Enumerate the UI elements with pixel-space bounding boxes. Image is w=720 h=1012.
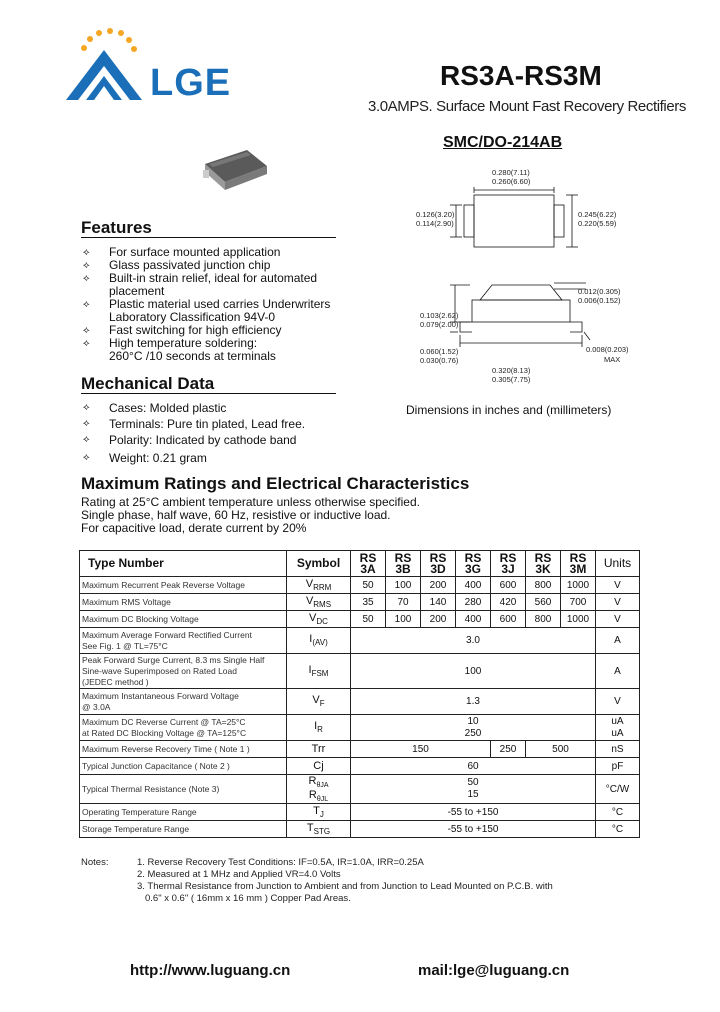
list-item: ⟡ Polarity: Indicated by cathode band [83, 433, 297, 447]
desc-line: Peak Forward Surge Current, 8.3 ms Single Half [82, 654, 265, 665]
list-item: ⟡ Weight: 0.21 gram [83, 451, 207, 465]
dim-height-1: 0.103(2.62) [420, 311, 459, 320]
symbol-main: V [305, 594, 314, 607]
param-unit [596, 611, 640, 628]
param-value [526, 741, 596, 758]
notes [81, 857, 641, 905]
param-value [421, 611, 456, 628]
param-value [351, 715, 596, 741]
value-text: 10 [467, 715, 479, 727]
note-line: 2. Measured at 1 MHz and Applied VR=4.0 Volts [137, 869, 341, 880]
value-text: -55 to +150 [447, 823, 499, 835]
param-value [491, 577, 526, 594]
dim-lead-h-2: 0.030(0.76) [420, 356, 459, 365]
logo [62, 28, 152, 104]
unit-text: °C [611, 806, 624, 818]
diamond-bullet-icon: ⟡ [83, 299, 90, 310]
desc-line: Maximum Reverse Recovery Time ( Note 1 ) [82, 743, 250, 754]
header-symbol [287, 551, 351, 577]
part-suffix: 3K [535, 561, 551, 576]
list-item: ⟡ Cases: Molded plastic [83, 401, 227, 415]
value-text: 560 [534, 596, 552, 608]
value-text: 400 [464, 579, 482, 591]
param-value [351, 804, 596, 821]
features-list [81, 246, 371, 363]
table-row [80, 654, 640, 689]
part-prefix: RS [464, 550, 482, 565]
dim-bottom-len-2: 0.305(7.75) [492, 375, 531, 384]
symbol-main: V [309, 611, 317, 624]
header-part [526, 551, 561, 577]
part-prefix: RS [359, 550, 377, 565]
param-value [561, 611, 596, 628]
list-item: ⟡ Built-in strain relief, ideal for automated placement [83, 271, 318, 298]
param-symbol [287, 577, 351, 594]
diamond-bullet-icon: ⟡ [83, 325, 90, 336]
param-value [351, 594, 386, 611]
unit-text: uA [611, 727, 624, 739]
symbol-main: I [308, 663, 312, 676]
table-row [80, 804, 640, 821]
unit-text: V [614, 613, 621, 625]
table-row [80, 775, 640, 804]
symbol-main: Cj [313, 760, 324, 772]
param-value [526, 577, 561, 594]
dimension-drawing [410, 165, 650, 395]
diamond-bullet-icon: ⟡ [83, 402, 90, 413]
diamond-bullet-icon: ⟡ [83, 273, 90, 284]
value-text: 35 [362, 596, 374, 608]
value-text: 800 [534, 579, 552, 591]
part-suffix: 3J [501, 561, 515, 576]
dim-right-w-1: 0.245(6.22) [578, 210, 617, 219]
param-description [80, 628, 287, 654]
param-value [491, 611, 526, 628]
param-symbol [287, 611, 351, 628]
value-text: 200 [429, 613, 447, 625]
value-text: 60 [467, 760, 479, 772]
part-prefix: RS [429, 550, 447, 565]
param-unit [596, 594, 640, 611]
table-header-row [80, 551, 640, 577]
param-unit [596, 715, 640, 741]
param-value [456, 577, 491, 594]
dim-lead-tip-2: MAX [604, 355, 621, 364]
symbol-main: T [313, 805, 320, 818]
symbol-sub: θJL [316, 796, 329, 804]
symbol-sub: FSM [311, 669, 329, 679]
value-text: 1000 [566, 613, 590, 625]
param-value [351, 654, 596, 689]
param-unit [596, 775, 640, 804]
symbol-sub: STG [313, 827, 331, 837]
param-value [421, 577, 456, 594]
desc-line: Maximum DC Blocking Voltage [82, 613, 199, 624]
param-value [421, 594, 456, 611]
list-item: ⟡ Terminals: Pure tin plated, Lead free. [83, 417, 306, 431]
param-value [351, 577, 386, 594]
param-symbol [287, 775, 351, 804]
value-text: 140 [429, 596, 447, 608]
param-value [351, 741, 491, 758]
param-value [386, 611, 421, 628]
ratings-conditions: Rating at 25°C ambient temperature unless otherwise specified. Single phase, half wave, 60 Hz, resistive or inductive load. For capacitive load, derate current by 20% [81, 495, 420, 535]
desc-line: Storage Temperature Range [82, 823, 190, 834]
param-symbol [287, 654, 351, 689]
value-text: 1.3 [466, 696, 480, 707]
desc-line: Typical Thermal Resistance (Note 3) [82, 783, 220, 794]
symbol-main: I [314, 720, 318, 733]
symbol-main: T [306, 822, 314, 835]
desc-line: Maximum Instantaneous Forward Voltage [82, 690, 239, 701]
desc-line: Maximum RMS Voltage [82, 596, 171, 607]
symbol-sub: RMS [313, 600, 332, 610]
header-type-label: Type Number [88, 556, 164, 570]
param-unit [596, 654, 640, 689]
symbol-main: Trr [311, 743, 326, 755]
param-value [351, 758, 596, 775]
table-row [80, 611, 640, 628]
list-item: ⟡ Plastic material used carries Underwriters Laboratory Classification 94V-0 [83, 297, 331, 324]
diamond-bullet-icon: ⟡ [83, 260, 90, 271]
value-text: 250 [499, 743, 517, 755]
part-suffix: 3G [464, 561, 481, 576]
desc-line: Typical Junction Capacitance ( Note 2 ) [82, 760, 230, 771]
param-value [491, 594, 526, 611]
value-text: 700 [569, 596, 587, 608]
param-symbol [287, 741, 351, 758]
param-unit [596, 628, 640, 654]
param-description [80, 775, 287, 804]
part-prefix: RS [569, 550, 587, 565]
param-description [80, 577, 287, 594]
diamond-bullet-icon: ⟡ [83, 434, 90, 445]
logo-text: LGE [150, 62, 232, 104]
unit-text: uA [611, 715, 624, 727]
mechanical-heading: Mechanical Data [81, 374, 215, 393]
dimension-caption: Dimensions in inches and (millimeters) [406, 403, 612, 417]
part-suffix: 3B [395, 561, 411, 576]
param-value [351, 821, 596, 838]
page-title: RS3A-RS3M [440, 60, 602, 91]
table-row [80, 628, 640, 654]
desc-line: Maximum Recurrent Peak Reverse Voltage [82, 579, 245, 590]
value-text: 100 [394, 579, 412, 591]
param-value [491, 741, 526, 758]
desc-line: Maximum Average Forward Rectified Current [82, 629, 252, 640]
desc-line: Maximum DC Reverse Current @ TA=25°C [82, 716, 246, 727]
header-part [351, 551, 386, 577]
value-text: 600 [499, 579, 517, 591]
part-prefix: RS [394, 550, 412, 565]
header-type [80, 551, 287, 577]
header-part [491, 551, 526, 577]
part-suffix: 3A [360, 561, 376, 576]
features-heading: Features [81, 218, 152, 237]
value-text: 50 [467, 777, 479, 789]
note-line: 0.6" x 0.6" ( 16mm x 16 mm ) Copper Pad Areas. [145, 893, 351, 904]
ratings-table [79, 550, 640, 838]
symbol-sub: F [319, 699, 325, 709]
param-symbol [287, 804, 351, 821]
param-symbol [287, 715, 351, 741]
param-symbol [287, 594, 351, 611]
desc-line: (JEDEC method ) [82, 676, 149, 687]
param-description [80, 758, 287, 775]
list-item: ⟡ Fast switching for high efficiency [83, 323, 282, 337]
header-part [456, 551, 491, 577]
value-text: 280 [464, 596, 482, 608]
param-unit [596, 741, 640, 758]
dim-top-len-2: 0.260(6.60) [492, 177, 531, 186]
part-suffix: 3D [430, 561, 446, 576]
header-units [596, 551, 640, 577]
param-symbol [287, 758, 351, 775]
param-unit [596, 577, 640, 594]
list-item: ⟡ High temperature soldering: 260°C /10 seconds at terminals [83, 336, 276, 363]
symbol-main: V [312, 694, 320, 707]
param-description [80, 741, 287, 758]
value-text: 50 [362, 613, 374, 625]
logo-mark-icon [62, 28, 152, 104]
value-text: -55 to +150 [447, 806, 499, 818]
list-item: ⟡ For surface mounted application [83, 245, 281, 259]
value-text: 15 [467, 789, 479, 801]
dim-top-t-1: 0.012(0.305) [578, 287, 621, 296]
product-image [195, 136, 275, 196]
param-unit [596, 821, 640, 838]
table-row [80, 594, 640, 611]
value-text: 50 [362, 579, 374, 591]
unit-text: A [614, 665, 621, 677]
unit-text: °C [611, 823, 624, 835]
features-rule [81, 237, 336, 238]
header-part [561, 551, 596, 577]
dim-left-w-2: 0.114(2.90) [416, 219, 454, 228]
desc-line: at Rated DC Blocking Voltage @ TA=125°C [82, 727, 247, 738]
header-part [421, 551, 456, 577]
table-row [80, 689, 640, 715]
param-value [351, 628, 596, 654]
mechanical-rule [81, 393, 336, 394]
table-row [80, 577, 640, 594]
symbol-sub: R [317, 725, 323, 735]
param-description [80, 654, 287, 689]
value-text: 400 [464, 613, 482, 625]
value-text: 150 [412, 743, 429, 755]
param-value [526, 594, 561, 611]
value-text: 100 [394, 613, 412, 625]
value-text: 3.0 [466, 635, 480, 646]
param-description [80, 804, 287, 821]
param-value [456, 611, 491, 628]
diamond-bullet-icon: ⟡ [83, 418, 90, 429]
param-description [80, 594, 287, 611]
unit-text: pF [611, 760, 624, 772]
diamond-bullet-icon: ⟡ [83, 247, 90, 258]
list-item: ⟡ Glass passivated junction chip [83, 258, 271, 272]
param-value [561, 594, 596, 611]
symbol-sub: (AV) [312, 638, 328, 648]
value-text: 70 [397, 596, 409, 608]
desc-line: Sine-wave Superimposed on Rated Load [82, 665, 237, 676]
note-line: 3. Thermal Resistance from Junction to Ambient and from Junction to Lead Mounted on P.C.B. with [137, 881, 553, 892]
table-row [80, 821, 640, 838]
param-symbol [287, 689, 351, 715]
value-text: 200 [429, 579, 447, 591]
symbol-main: V [305, 577, 314, 590]
dim-top-t-2: 0.006(0.152) [578, 296, 621, 305]
page-subtitle: 3.0AMPS. Surface Mount Fast Recovery Rectifiers [368, 98, 686, 115]
param-value [561, 577, 596, 594]
symbol-main: R [308, 775, 317, 787]
diamond-bullet-icon: ⟡ [83, 452, 90, 463]
value-text: 1000 [566, 579, 590, 591]
dim-top-len-1: 0.280(7.11) [492, 168, 530, 177]
param-unit [596, 804, 640, 821]
unit-text: °C/W [605, 783, 630, 795]
value-text: 250 [464, 727, 482, 739]
dim-right-w-2: 0.220(5.59) [578, 219, 617, 228]
note-line: 1. Reverse Recovery Test Conditions: IF=0.5A, IR=1.0A, IRR=0.25A [137, 857, 424, 868]
unit-text: nS [611, 743, 624, 755]
param-description [80, 715, 287, 741]
desc-line: Operating Temperature Range [82, 806, 197, 817]
value-text: 500 [552, 743, 569, 755]
param-symbol [287, 821, 351, 838]
dim-height-2: 0.079(2.00) [420, 320, 459, 329]
desc-line: See Fig. 1 @ TL=75°C [82, 640, 168, 651]
param-unit [596, 758, 640, 775]
param-value [351, 689, 596, 715]
email-link[interactable]: mail:lge@luguang.cn [418, 962, 570, 979]
desc-line: @ 3.0A [82, 701, 111, 712]
symbol-sub: DC [316, 617, 328, 627]
param-unit [596, 689, 640, 715]
table-row [80, 715, 640, 741]
table-row [80, 758, 640, 775]
param-value [351, 611, 386, 628]
value-text: 600 [499, 613, 517, 625]
part-suffix: 3M [569, 561, 587, 576]
param-description [80, 611, 287, 628]
header-units-label: Units [603, 556, 632, 570]
param-value [386, 594, 421, 611]
param-value [351, 775, 596, 804]
param-value [456, 594, 491, 611]
header-part [386, 551, 421, 577]
value-text: 800 [534, 613, 552, 625]
package-name: SMC/DO-214AB [443, 134, 563, 151]
dim-left-w-1: 0.126(3.20) [416, 210, 455, 219]
dim-lead-tip-1: 0.008(0.203) [586, 345, 629, 354]
dim-lead-h-1: 0.060(1.52) [420, 347, 459, 356]
symbol-sub: J [319, 810, 324, 820]
unit-text: V [614, 596, 621, 608]
param-description [80, 689, 287, 715]
unit-text: A [614, 635, 621, 646]
value-text: 420 [499, 596, 517, 608]
mechanical-list [81, 400, 371, 466]
ratings-heading: Maximum Ratings and Electrical Characteristics [81, 474, 470, 493]
diamond-bullet-icon: ⟡ [83, 338, 90, 349]
value-text: 100 [464, 665, 482, 677]
notes-label: Notes: [81, 857, 109, 868]
unit-text: V [614, 696, 621, 707]
symbol-sub: θJA [316, 782, 329, 790]
unit-text: V [614, 579, 621, 591]
symbol-main: R [308, 789, 317, 802]
symbol-sub: RRM [313, 583, 332, 593]
part-prefix: RS [534, 550, 552, 565]
param-symbol [287, 628, 351, 654]
header-symbol-label: Symbol [296, 556, 341, 570]
param-value [526, 611, 561, 628]
table-row [80, 741, 640, 758]
symbol-main: I [309, 633, 313, 646]
dim-bottom-len-1: 0.320(8.13) [492, 366, 531, 375]
param-description [80, 821, 287, 838]
part-prefix: RS [499, 550, 517, 565]
param-value [386, 577, 421, 594]
website-link[interactable]: http://www.luguang.cn [130, 962, 291, 979]
